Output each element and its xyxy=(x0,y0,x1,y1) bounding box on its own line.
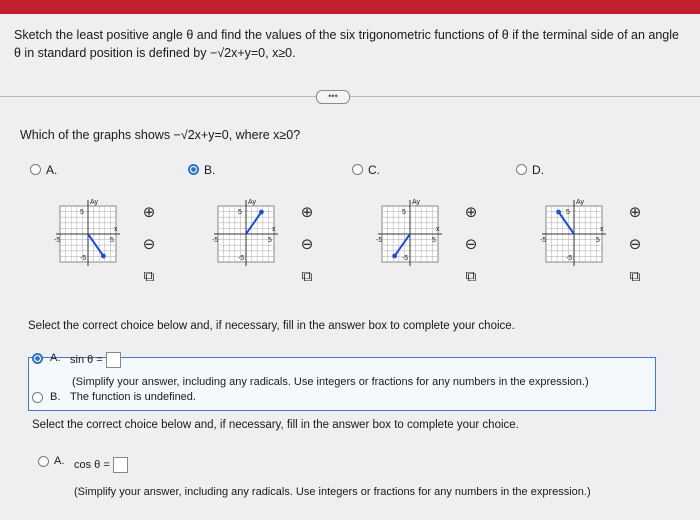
zoom-out-icon[interactable]: ⊖ xyxy=(464,236,478,253)
cos-answer-input[interactable] xyxy=(113,457,128,473)
tick-label: -5 xyxy=(566,255,573,262)
sin-choice-a-radio[interactable] xyxy=(32,353,43,364)
tick-label: 5 xyxy=(402,209,406,216)
popout-icon[interactable]: ⧉ xyxy=(465,268,477,285)
tick-label: 5 xyxy=(110,237,114,244)
sin-choice-b-label: B. xyxy=(50,391,61,403)
graph-choice-label: A. xyxy=(46,163,58,177)
question-sin: Select the correct choice below and, if necessary, fill in the answer box to complete your choice. xyxy=(28,320,515,332)
question-page xyxy=(0,14,700,520)
graph-choice-b-radio[interactable] xyxy=(188,164,199,175)
tick-label: 5 xyxy=(566,209,570,216)
popout-icon[interactable]: ⧉ xyxy=(143,268,155,285)
tick-label: -5 xyxy=(540,237,547,244)
graph-b[interactable] xyxy=(210,194,284,266)
problem-line-1: Sketch the least positive angle θ and find the values of the six trigonometric functions of θ if the terminal side of an angle xyxy=(14,28,679,42)
popout-icon[interactable]: ⧉ xyxy=(301,268,313,285)
sin-answer-input[interactable] xyxy=(106,352,121,368)
graph-c[interactable] xyxy=(374,194,448,266)
zoom-in-icon[interactable]: ⊕ xyxy=(142,204,156,221)
expand-button[interactable]: ••• xyxy=(316,90,350,104)
sin-choice-a-label: A. xyxy=(50,352,61,364)
tick-label: -5 xyxy=(212,237,219,244)
x-axis-label: x xyxy=(600,226,604,233)
zoom-out-icon[interactable]: ⊖ xyxy=(142,236,156,253)
tick-label: 5 xyxy=(238,209,242,216)
sin-expression-label: sin θ = xyxy=(70,353,103,366)
tick-label: -5 xyxy=(238,255,245,262)
tick-label: -5 xyxy=(376,237,383,244)
popout-icon[interactable]: ⧉ xyxy=(629,268,641,285)
graph-choice-a-radio[interactable] xyxy=(30,164,41,175)
cos-choice-a-label: A. xyxy=(54,455,65,467)
sin-choice-b-text: The function is undefined. xyxy=(70,391,196,403)
y-axis-label: Ay xyxy=(248,199,257,206)
problem-statement xyxy=(14,26,694,62)
y-axis-label: Ay xyxy=(90,199,99,206)
ray-arrowhead xyxy=(259,210,264,215)
tick-label: 5 xyxy=(432,237,436,244)
graph-a[interactable] xyxy=(52,194,126,266)
ray-arrowhead xyxy=(392,254,397,259)
divider xyxy=(0,96,700,97)
cos-expression-label: cos θ = xyxy=(74,458,110,471)
y-axis-label: Ay xyxy=(412,199,421,206)
zoom-in-icon[interactable]: ⊕ xyxy=(628,204,642,221)
zoom-in-icon[interactable]: ⊕ xyxy=(300,204,314,221)
x-axis-label: x xyxy=(272,226,276,233)
graph-choice-label: B. xyxy=(204,163,216,177)
zoom-out-icon[interactable]: ⊖ xyxy=(628,236,642,253)
tick-label: -5 xyxy=(402,255,409,262)
question-graphs: Which of the graphs shows −√2x+y=0, where x≥0? xyxy=(20,128,301,142)
tick-label: 5 xyxy=(268,237,272,244)
y-axis-label: Ay xyxy=(576,199,585,206)
tick-label: -5 xyxy=(80,255,87,262)
graph-choice-d-radio[interactable] xyxy=(516,164,527,175)
cos-hint: (Simplify your answer, including any radicals. Use integers or fractions for any numbers in the expression.) xyxy=(74,486,591,498)
x-axis-label: x xyxy=(114,226,118,233)
top-bar xyxy=(0,0,700,14)
problem-line-2: θ in standard position is defined by −√2x+y=0, x≥0. xyxy=(14,46,296,60)
tick-label: 5 xyxy=(596,237,600,244)
question-cos: Select the correct choice below and, if necessary, fill in the answer box to complete your choice. xyxy=(32,419,519,431)
zoom-in-icon[interactable]: ⊕ xyxy=(464,204,478,221)
sin-choice-b-radio[interactable] xyxy=(32,392,43,403)
cos-expression xyxy=(74,457,128,473)
ray-arrowhead xyxy=(101,254,106,259)
x-axis-label: x xyxy=(436,226,440,233)
tick-label: 5 xyxy=(80,209,84,216)
sin-expression xyxy=(70,352,121,368)
graph-choice-c-radio[interactable] xyxy=(352,164,363,175)
zoom-out-icon[interactable]: ⊖ xyxy=(300,236,314,253)
graph-choice-label: D. xyxy=(532,163,544,177)
tick-label: -5 xyxy=(54,237,61,244)
cos-choice-a-radio[interactable] xyxy=(38,456,49,467)
graph-d[interactable] xyxy=(538,194,612,266)
graph-choice-label: C. xyxy=(368,163,380,177)
sin-hint: (Simplify your answer, including any radicals. Use integers or fractions for any numbers in the expression.) xyxy=(72,376,589,388)
ray-arrowhead xyxy=(556,210,561,215)
